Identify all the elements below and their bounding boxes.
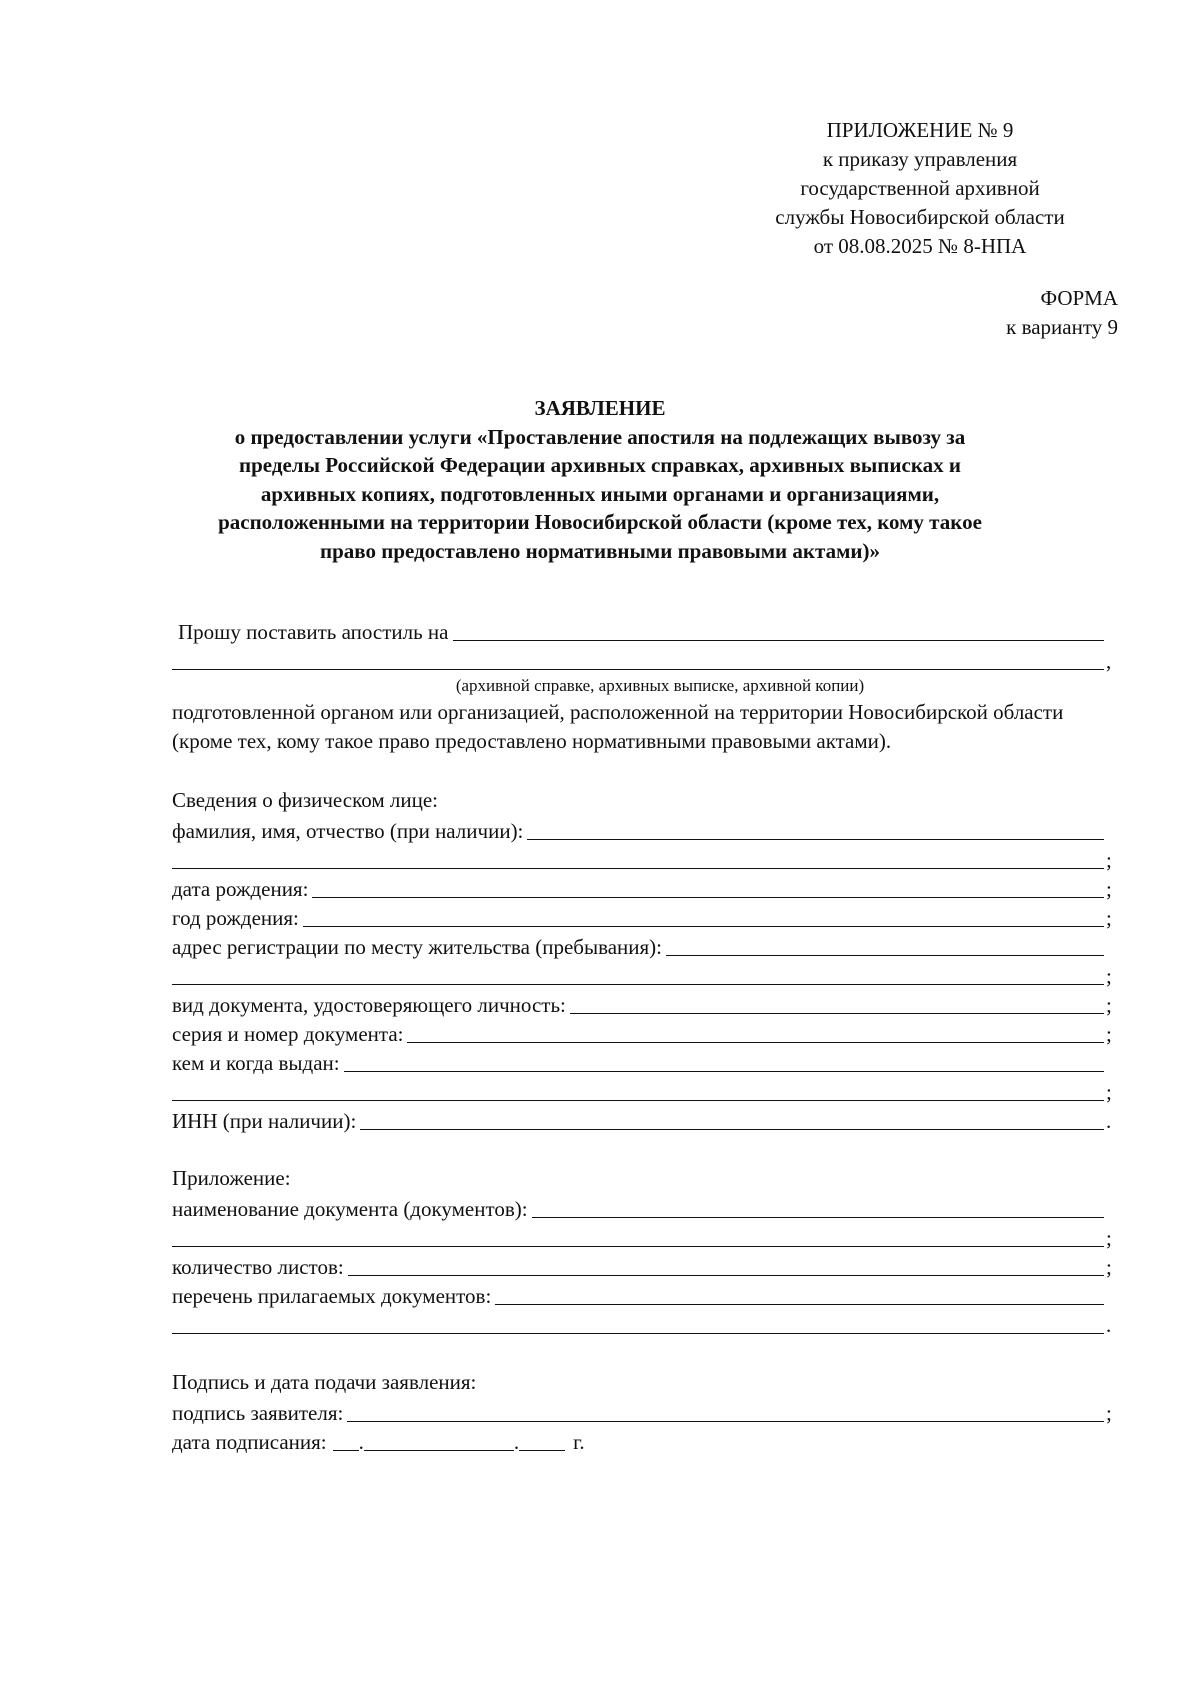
appendix-block <box>755 116 1085 261</box>
birth-date-line: дата рождения: ; <box>172 877 1112 901</box>
sheets-label: количество листов: <box>172 1255 344 1279</box>
title-line: право предоставлено нормативными правовыми актами)» <box>320 538 880 563</box>
address-line-2: ; <box>172 960 1118 989</box>
issued-line <box>172 1047 1118 1076</box>
year-suffix: г. <box>573 1430 585 1454</box>
doc-type-line: вид документа, удостоверяющего личность: ; <box>172 993 1112 1017</box>
doc-type-label: вид документа, удостоверяющего личность: <box>172 993 566 1017</box>
date-dot: . <box>358 1430 364 1454</box>
fio-field-2[interactable] <box>172 846 1104 869</box>
appendix-line: ПРИЛОЖЕНИЕ № 9 <box>826 118 1014 142</box>
list-line <box>172 1280 1118 1309</box>
sign-line: подпись заявителя: ; <box>172 1401 1112 1425</box>
date-dot: . <box>513 1430 520 1454</box>
list-label: перечень прилагаемых документов: <box>172 1284 492 1308</box>
inn-line: ИНН (при наличии): . <box>172 1109 1112 1133</box>
request-paragraph: подготовленной органом или организацией, расположенной на территории Новосибирской области (кроме тех, кому такое право предоставлено нормативными правовыми актами). <box>172 700 1064 753</box>
request-line <box>172 616 1118 645</box>
doc-type-field[interactable] <box>570 991 1104 1014</box>
birth-date-label: дата рождения: <box>172 877 309 901</box>
document-title <box>170 394 1030 565</box>
date-year-field[interactable] <box>519 1428 565 1451</box>
appendix-line: службы Новосибирской области <box>775 205 1065 229</box>
doc-name-line-2: ; <box>172 1222 1118 1251</box>
list-field-2[interactable] <box>172 1311 1104 1334</box>
request-line-2 <box>172 645 1118 674</box>
address-line <box>172 931 1118 960</box>
list-field[interactable] <box>495 1282 1104 1305</box>
title-line: архивных копиях, подготовленных иными органами и организациями, <box>260 481 940 506</box>
appendix-line: от 08.08.2025 № 8-НПА <box>813 234 1027 258</box>
issued-field[interactable] <box>344 1049 1104 1072</box>
issued-field-2[interactable] <box>172 1078 1104 1101</box>
request-field[interactable] <box>453 618 1105 641</box>
fio-label: фамилия, имя, отчество (при наличии): <box>172 819 524 843</box>
address-field-2[interactable] <box>172 962 1104 985</box>
address-field[interactable] <box>666 933 1104 956</box>
address-label: адрес регистрации по месту жительства (пребывания): <box>172 935 663 959</box>
form-label-block <box>1006 284 1118 342</box>
doc-name-field[interactable] <box>532 1195 1104 1218</box>
title-line: о предоставлении услуги «Проставление апостиля на подлежащих вывозу за <box>234 424 966 449</box>
date-month-field[interactable] <box>364 1428 514 1451</box>
appendix-line: к приказу управления <box>822 147 1018 171</box>
doc-name-line <box>172 1193 1118 1222</box>
birth-date-field[interactable] <box>312 875 1104 898</box>
fio-line-2: ; <box>172 844 1118 873</box>
issued-line-2: ; <box>172 1076 1118 1105</box>
doc-name-label: наименование документа (документов): <box>172 1197 528 1221</box>
birth-year-label: год рождения: <box>172 906 299 930</box>
request-label: Прошу поставить апостиль на <box>178 620 449 644</box>
sign-date-line <box>172 1426 1118 1455</box>
request-field-2[interactable] <box>172 647 1104 670</box>
date-day-field[interactable] <box>333 1428 359 1451</box>
inn-label: ИНН (при наличии): <box>172 1109 357 1133</box>
title-line: пределы Российской Федерации архивных справках, архивных выписках и <box>239 453 961 477</box>
form-label: ФОРМА <box>1040 286 1118 310</box>
person-heading: Сведения о физическом лице: <box>172 788 438 812</box>
attachment-heading: Приложение: <box>172 1166 291 1190</box>
sheets-line: количество листов: ; <box>172 1255 1112 1279</box>
sign-field[interactable] <box>347 1399 1104 1422</box>
doc-number-label: серия и номер документа: <box>172 1022 404 1046</box>
sign-label: подпись заявителя: <box>172 1401 344 1425</box>
request-caption: (архивной справке, архивных выписке, архивной копии) <box>455 676 865 695</box>
doc-name-field-2[interactable] <box>172 1224 1104 1247</box>
inn-field[interactable] <box>360 1107 1104 1130</box>
doc-number-line: серия и номер документа: ; <box>172 1022 1112 1046</box>
form-variant: к варианту 9 <box>1006 315 1118 339</box>
sign-date-label: дата подписания: <box>172 1430 327 1454</box>
issued-label: кем и когда выдан: <box>172 1051 340 1075</box>
list-line-2: . <box>172 1309 1118 1338</box>
form-body <box>172 616 1118 1455</box>
comma: , <box>1106 649 1112 673</box>
doc-number-field[interactable] <box>407 1020 1104 1043</box>
sheets-field[interactable] <box>348 1253 1104 1276</box>
appendix-line: государственной архивной <box>800 176 1040 200</box>
birth-year-line: год рождения: ; <box>172 906 1112 930</box>
birth-year-field[interactable] <box>303 904 1104 927</box>
title-main: ЗАЯВЛЕНИЕ <box>534 396 666 420</box>
fio-field[interactable] <box>527 817 1104 840</box>
fio-line <box>172 815 1118 844</box>
title-line: расположенными на территории Новосибирской области (кроме тех, кому такое <box>218 510 982 534</box>
signature-heading: Подпись и дата подачи заявления: <box>172 1370 477 1394</box>
